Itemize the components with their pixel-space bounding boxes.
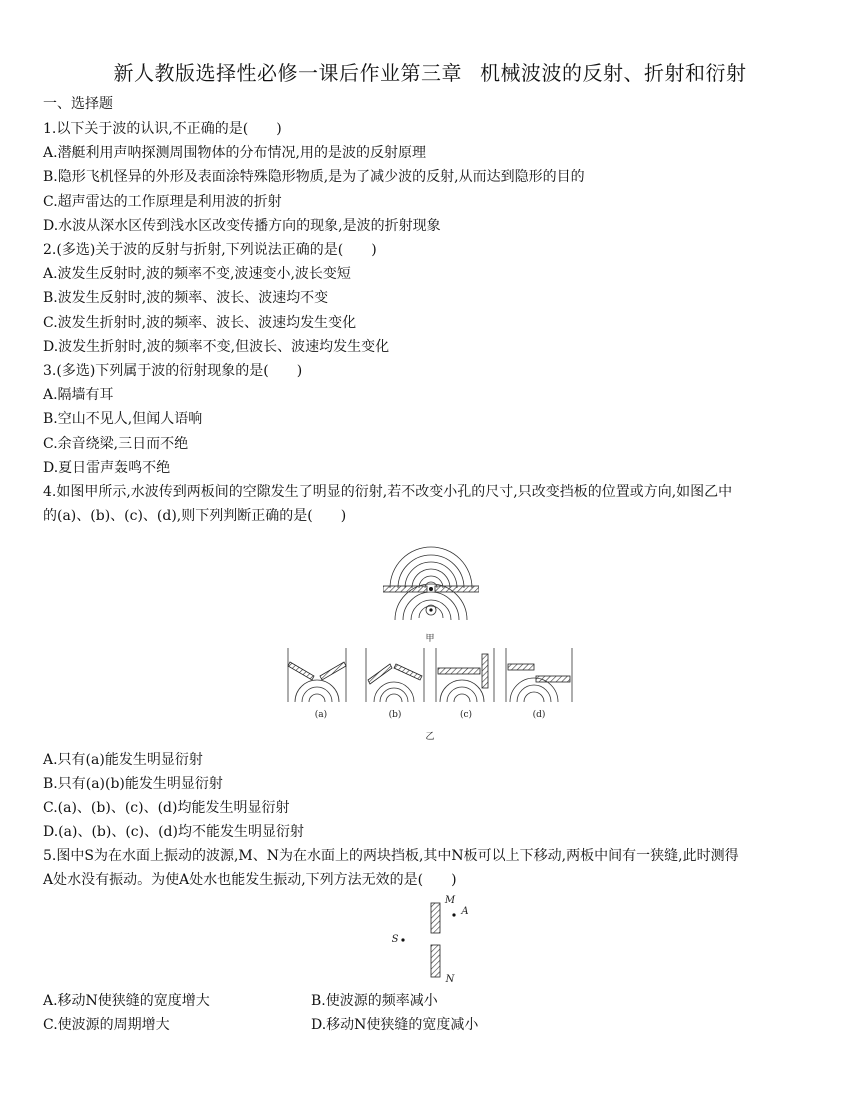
plate-n [431,945,440,977]
q3-stem: 3.(多选)下列属于波的衍射现象的是( ) [43,363,303,379]
figure-yi-d [506,648,572,702]
label-n: N [445,974,455,985]
figure-yi-label-a: (a) [314,710,328,720]
q4-option-a: A.只有(a)能发生明显衍射 [43,752,203,768]
q5-stem-line2: A处水没有振动。为使A处水也能发生振动,下列方法无效的是( ) [43,872,457,888]
q5-option-a: A.移动N使狭缝的宽度增大 [43,993,210,1009]
figure-yi-label-d: (d) [532,710,546,720]
q1-option-d: D.水波从深水区传到浅水区改变传播方向的现象,是波的折射现象 [43,218,441,234]
q4-option-c: C.(a)、(b)、(c)、(d)均能发生明显衍射 [43,800,290,816]
title-main: 新人教版选择性必修一课后作业第三章 [113,61,462,85]
figure-yi-label-c: (c) [459,710,473,720]
figure-yi-label-b: (b) [388,710,402,720]
q2-stem: 2.(多选)关于波的反射与折射,下列说法正确的是( ) [43,242,377,258]
figure-jia-source-dot [429,608,432,611]
label-m: M [444,895,456,906]
figure-jia-slit-dot [429,587,433,591]
q3-option-b: B.空山不见人,但闻人语响 [43,411,203,427]
q2-option-d: D.波发生折射时,波的频率不变,但波长、波速均发生变化 [43,339,390,355]
q1-stem: 1.以下关于波的认识,不正确的是( ) [43,121,282,137]
q4-stem-line2: 的(a)、(b)、(c)、(d),则下列判断正确的是( ) [43,508,347,524]
q1-option-b: B.隐形飞机怪异的外形及表面涂特殊隐形物质,是为了减少波的反射,从而达到隐形的目的 [43,169,585,185]
figure-yi-caption: 乙 [425,732,435,742]
point-a-dot [452,913,455,916]
q3-option-d: D.夏日雷声轰鸣不绝 [43,460,171,476]
q5-option-c: C.使波源的周期增大 [43,1017,170,1033]
q5-option-d: D.移动N使狭缝的宽度减小 [311,1017,479,1033]
figure-jia-caption: 甲 [425,634,435,644]
figure-yi-a [288,648,346,702]
q4-stem-line1: 4.如图甲所示,水波传到两板间的空隙发生了明显的衍射,若不改变小孔的尺寸,只改变挡板的位置或方向,如图乙中 [43,484,733,500]
q2-option-a: A.波发生反射时,波的频率不变,波速变小,波长变短 [43,266,351,282]
q4-option-b: B.只有(a)(b)能发生明显衍射 [43,776,223,792]
q3-option-a: A.隔墙有耳 [43,387,114,403]
q5-option-b: B.使波源的频率减小 [311,993,438,1009]
q2-option-c: C.波发生折射时,波的频率、波长、波速均发生变化 [43,315,357,331]
figure-jia [383,530,479,620]
q1-option-a: A.潜艇利用声呐探测周围物体的分布情况,用的是波的反射原理 [43,145,427,161]
q2-option-b: B.波发生反射时,波的频率、波长、波速均不变 [43,290,329,306]
figure-jia-upper-arcs [390,547,472,588]
q3-option-c: C.余音绕梁,三日而不绝 [43,436,189,452]
title-sub: 机械波波的反射、折射和衍射 [480,61,747,85]
label-a: A [461,906,469,917]
figure-jia-right-plate [435,586,479,592]
figure-yi-c [436,648,494,702]
q5-stem-line1: 5.图中S为在水面上振动的波源,M、N为在水面上的两块挡板,其中N板可以上下移动,两板中间有一狭缝,此时测得 [43,848,739,864]
label-s: S [391,934,399,945]
section-heading: 一、选择题 [43,96,113,112]
figure-yi-b [366,648,424,702]
figure-yi [286,646,576,710]
q1-option-c: C.超声雷达的工作原理是利用波的折射 [43,194,282,210]
q4-option-d: D.(a)、(b)、(c)、(d)均不能发生明显衍射 [43,824,304,840]
page-title [0,57,860,86]
plate-m [431,903,440,933]
figure-jia-left-plate [383,586,427,592]
